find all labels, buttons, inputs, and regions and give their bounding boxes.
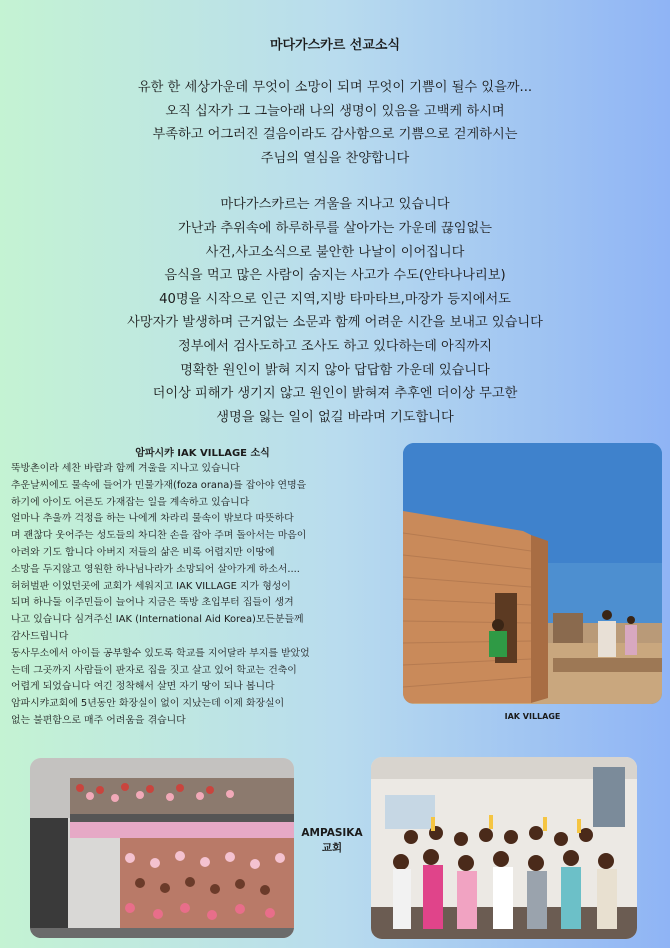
village-line: 뚝방촌이라 세찬 바람과 함께 겨울을 지나고 있습니다 — [11, 463, 240, 474]
village-line: 얼마나 추울까 걱정을 하는 나에게 차라리 물속이 밖보다 따뜻하다 — [11, 513, 294, 525]
intro-line: 명확한 원인이 밝혀 지지 않아 답답함 가운데 있습니다 — [180, 362, 490, 378]
village-line: 허허벌판 이었던곳에 교회가 세워지고 IAK VILLAGE 지가 형성이 — [11, 580, 291, 592]
church-label — [295, 826, 369, 856]
village-line: 없는 불편함으로 매주 어려움을 겪습니다 — [11, 714, 186, 726]
village-line: 나고 있습니다 심겨주신 IAK (International Aid Korea)모든분들께 — [11, 614, 304, 626]
intro-line: 더이상 피해가 생기지 않고 원인이 밝혀져 추후엔 더이상 무고한 — [152, 386, 518, 402]
intro-line: 정부에서 검사도하고 조사도 하고 있다하는데 아직까지 — [178, 338, 492, 354]
church-interior-photo — [30, 758, 294, 938]
village-line: 며 괜찮다 웃어주는 성도들의 차디찬 손을 잡아 주며 돌아서는 마음이 — [11, 530, 307, 542]
church-label-name: AMPASIKA — [301, 827, 363, 839]
village-line: 하기에 아이도 어른도 가재잡는 일을 계속하고 있습니다 — [11, 496, 250, 508]
intro-line: 사망자가 발생하며 근거없는 소문과 함께 어려운 시간을 보내고 있습니다 — [127, 315, 543, 331]
intro-line: 생명을 잃는 일이 없길 바라며 기도합니다 — [216, 409, 454, 425]
village-line: 소망을 두지않고 영원한 하나님나라가 소망되어 살아가게 하소서.... — [11, 563, 300, 575]
village-line: 추운날씨에도 물속에 들어가 민물가재(foza orana)를 잡아야 연명을 — [11, 479, 307, 491]
intro-line: 가난과 추위속에 하루하루를 살아가는 가운데 끊임없는 — [178, 220, 492, 236]
intro-line: 40명을 시작으로 인근 지역,지방 타마타브,마장가 등지에서도 — [159, 291, 511, 307]
village-photo-caption: IAK VILLAGE — [504, 712, 561, 721]
intro-line: 마다가스카르는 겨울을 지나고 있습니다 — [220, 197, 450, 213]
children-group-photo — [371, 757, 637, 939]
intro-line: 사건,사고소식으로 불안한 나날이 이어집니다 — [205, 244, 465, 260]
intro-line: 주님의 열심을 찬양합니다 — [260, 150, 410, 166]
intro-line: 오직 십자가 그 그늘아래 나의 생명이 있음을 고백케 하시며 — [165, 103, 505, 119]
village-news-body — [11, 461, 401, 730]
village-line: 어렵게 되었습니다 여긴 정착해서 살면 자기 땅이 되나 봅니다 — [11, 681, 275, 693]
village-line: 감사드립니다 — [11, 630, 69, 642]
village-house-photo — [403, 443, 662, 704]
intro-line: 유한 한 세상가운데 무엇이 소망이 되며 무엇이 기쁨이 될수 있을까... — [137, 80, 533, 95]
church-label-sub: 교회 — [321, 842, 343, 854]
paragraph-gap — [0, 170, 670, 193]
intro-line: 음식을 먹고 많은 사람이 숨지는 사고가 수도(안타나나리보) — [164, 268, 506, 284]
intro-line: 부족하고 어그러진 걸음이라도 감사함으로 기쁨으로 걷게하시는 — [152, 127, 518, 143]
page-title: 마다가스카르 선교소식 — [269, 38, 401, 53]
village-news-heading: 암파시캬 IAK VILLAGE 소식 — [135, 448, 270, 459]
village-line: 는데 그곳까지 사람들이 판자로 집을 짓고 살고 있어 학교는 건축이 — [11, 664, 297, 676]
village-line: 동사무소에서 아이들 공부할수 있도록 학교를 지어달라 부지를 받았었 — [11, 647, 310, 659]
village-line: 아려와 기도 합니다 아버지 저들의 삶은 비록 어렵지만 이땅에 — [11, 546, 275, 558]
village-line: 되며 하나둘 이주민들이 늘어나 지금은 뚝방 초입부터 집들이 생겨 — [11, 597, 294, 609]
intro-text — [0, 76, 670, 429]
village-line: 암파시캬교회에 5년동안 화장실이 없이 지났는데 이제 화장실이 — [11, 698, 285, 710]
